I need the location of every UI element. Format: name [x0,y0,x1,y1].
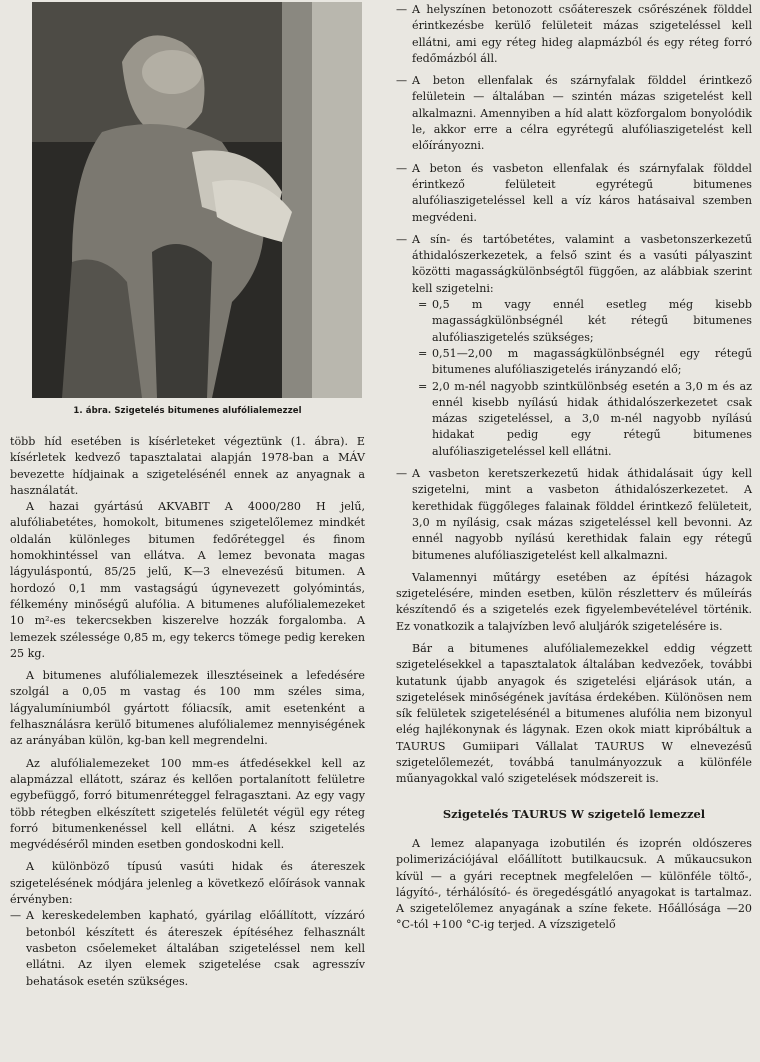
paragraph: Valamennyi műtárgy esetében az építési házagok szigetelésére, minden esetben, külön részletterv és műleírás készítendő és a szigetelés ezek figyelembevételével történik. Ez vonatkozik a talajvízben levő aluljárók szigetelésére is. [396,570,752,633]
list-item-text: A kereskedelemben kapható, gyárilag előállított, vízzáró betonból készített és átereszek építéséhez felhasznált vasbeton csőelemeket általában szigeteléssel nem kell ellátni. Az ilyen elemek szigetelése csak agresszív behatások esetén szükséges. [26,909,365,988]
left-column [10,434,365,990]
figure-caption: 1. ábra. Szigetelés bitumenes alufólialemezzel [73,406,302,416]
equals-marker: = [418,346,428,360]
paragraph: A hazai gyártású AKVABIT A 4000/280 H jelű, alufóliabetétes, homokolt, bitumenes szigetelőlemez mindkét oldalán különleges bitumen fedőréteggel és finom homokhintéssel van ellátva. A lemez bevonata magas lágyuláspontú, 85/25 jelű, K—3 elnevezésű bitumen. A hordozó 0,1 mm vastagságú úgynevezett golyómintás, félkemény minőségű alufólia. A bitumenes alufólialemezeket 10 m²-es tekercsekben kiszerelve hozzák forgalomba. A lemezek szélessége 0,85 m, egy tekercs tömege pedig kereken 25 kg. [10,500,365,660]
dash-marker: — [396,467,408,481]
sub-list-item-text: 2,0 m-nél nagyobb szintkülönbség esetén a 3,0 m és az ennél kisebb nyílású hidak áthidalószerkezetet csak mázas szigeteléssel, a 3,0 m-nél nagyobb nyílású hidakat pedig egy rétegű bitumenes alufóliaszigeteléssel kell ellátni. [432,379,752,458]
figure-photo [32,2,362,398]
right-column [396,2,752,934]
dash-marker: — [396,161,408,175]
list-item [10,908,365,989]
sub-list-item-text: 0,5 m vagy ennél esetleg még kisebb magasságkülönbségnél két rétegű bitumenes alufóliaszigetelés szükséges; [432,298,752,344]
paragraph: több híd esetében is kísérleteket végeztünk (1. ábra). E kísérletek kedvező tapasztalatai alapján 1978-ban a MÁV bevezette hídjainak a szigetelésénél ennek az anyagnak a használatát. [10,435,365,497]
sub-list-item [396,346,752,379]
sub-list-item [396,297,752,346]
sub-list-item-text: 0,51—2,00 m magasságkülönbségnél egy rétegű bitumenes alufóliaszigetelés irányzandó elő; [432,346,752,377]
paragraph: A bitumenes alufólialemezek illesztéseinek a lefedésére szolgál a 0,05 m vastag és 100 mm széles sima, lágyalumíniumból gyártott fóliacsík, amit esetenként a felhasználásra kerülő bitumenes alufólialemez mennyiségének az arányában külön, kg-ban kell megrendelni. [10,669,365,748]
section-heading: Szigetelés TAURUS W szigetelő lemezzel [442,806,706,821]
list-item [396,2,752,67]
dash-marker: — [396,3,408,16]
paragraph: A különböző típusú vasúti hidak és átereszek szigetelésének módjára jelenleg a következő előírások vannak érvényben: [10,860,365,907]
list-item-text: A helyszínen betonozott csőátereszek csőrészének földdel érintkezésbe kerülő felületeit mázas szigeteléssel kell ellátni, ami egy réteg hideg alapmázból és egy réteg forró fedőmázból áll. [412,3,752,65]
list-item-text: A beton és vasbeton ellenfalak és szárnyfalak földdel érintkező felületeit egyrétegű bitumenes alufóliaszigeteléssel kell a víz káros hatásaival szemben megvédeni. [412,161,752,224]
list-item [396,73,752,154]
list-item [396,161,752,226]
dash-marker: — [10,909,22,923]
dash-marker: — [396,232,408,246]
paragraph: A lemez alapanyaga izobutilén és izoprén oldószeres polimerizációjával előállított butilkaucsuk. A műkaucsukon kívül — a gyári receptnek megfelelően — különféle töltő-, lágyító-, térhálósító- és öregedésgátló anyagokat is tartalmaz. A szigetelőlemez anyagának a színe fekete. Hőállósága —20 °C-tól +100 °C-ig terjed. A vízszigetelő [396,836,752,932]
list-item-text: A beton ellenfalak és szárnyfalak földdel érintkező felületein — általában — szintén mázas szigetelést kell alkalmazni. Amennyiben a híd alatt közforgalom bonyolódik le, akkor erre a célra egyrétegű alufóliaszigetelést kell előírányozni. [412,74,752,153]
dash-marker: — [396,74,408,88]
list-item-text: A sín- és tartóbetétes, valamint a vasbetonszerkezetű áthidalószerkezetek, a felső szint és a vasúti pályaszint közötti magasságkülönbségtől függően, az alábbiak szerint kell szigetelni: [412,232,752,295]
sub-list-item [396,379,752,460]
equals-marker: = [418,298,428,312]
list-item-text: A vasbeton keretszerkezetű hidak áthidalásait úgy kell szigetelni, mint a vasbeton áthidalószerkezetet. A kerethidak függőleges falainak földdel érintkező felületeit, 3,0 m nyílásig, csak mázas szigeteléssel kell bevonni. Az ennél nagyobb nyílású kerethidak falain egy rétegű bitumenes alufóliaszigetelést kell alkalmazni. [412,467,752,562]
worker-photo-illustration [32,2,362,398]
list-item [396,466,752,564]
list-item [396,232,752,297]
equals-marker: = [418,379,428,393]
paragraph: Az alufólialemezeket 100 mm-es átfedésekkel kell az alapmázzal ellátott, száraz és kellően portalanított felületre egybefüggő, forró bitumenréteggel felragasztani. Az egy vagy több rétegben elkészített szigetelés felületét végül egy réteg forró bitumenkenéssel kell ellátni. A kész szigetelés megvédéséről minden esetben gondoskodni kell. [10,756,365,852]
paragraph: Bár a bitumenes alufólialemezekkel eddig végzett szigetelésekkel a tapasztalatok általában kedvezőek, további kutatunk újabb anyagok és szigetelési eljárások után, a szigetelések minőségének javítása érdekében. Különösen nem sík felületek szigetelésénél a bitumenes alufólia nem bizonyul elég hajlékonynak és lágynak. Ezen okok miatt kipróbáltuk a TAURUS Gumiipari Vállalat TAURUS W elnevezésű szigetelőlemezét, továbbá tanulmányozzuk a különféle műanyagokkal való szigetelések módszereit is. [396,641,752,786]
